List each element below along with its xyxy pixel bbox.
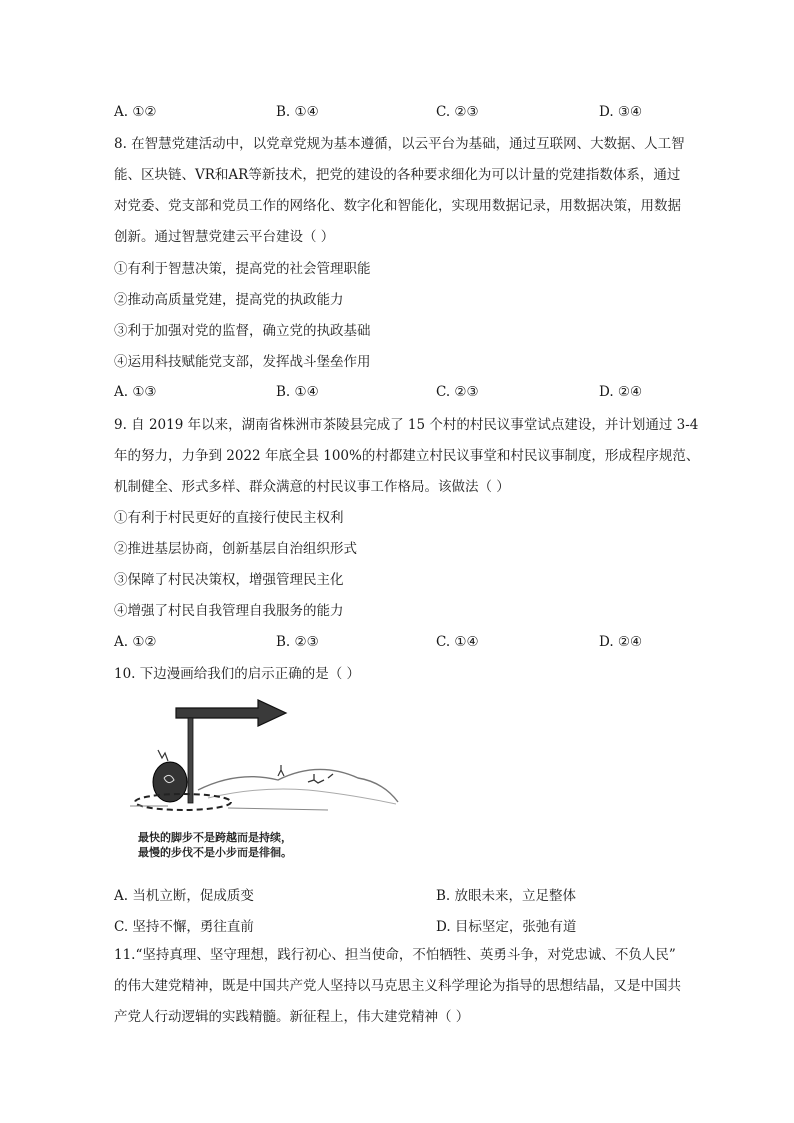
q8-options	[114, 384, 714, 402]
q8-option-d[interactable]: D. ②④	[599, 384, 643, 400]
q8-statement: ①有利于智慧决策，提高党的社会管理职能	[114, 261, 371, 277]
small-figure-one	[278, 765, 284, 776]
worry-marks	[158, 750, 168, 761]
q10-option-a[interactable]: A. 当机立断，促成质变	[114, 888, 254, 904]
caption-line: 最快的脚步不是跨越而是持续，	[138, 831, 292, 844]
q11-stem-line: 11.“坚持真理、坚守理想，践行初心、担当使命，不怕牺牲、英勇斗争，对党忠诚、不负人民”	[114, 947, 676, 963]
q8-option-a[interactable]: A. ①③	[114, 384, 157, 400]
q10-options-row-2	[114, 915, 714, 933]
cartoon-illustration	[128, 690, 408, 870]
q9-statement: ④增强了村民自我管理自我服务的能力	[114, 603, 344, 619]
q7-options	[114, 104, 714, 122]
q8-statement: ③利于加强对党的监督，确立党的执政基础	[114, 323, 371, 339]
q9-option-a[interactable]: A. ①②	[114, 634, 157, 650]
q9-option-b[interactable]: B. ②③	[276, 634, 319, 650]
q9-option-d[interactable]: D. ②④	[599, 634, 643, 650]
q8-option-b[interactable]: B. ①④	[276, 384, 319, 400]
q11-stem-line: 的伟大建党精神，既是中国共产党人坚持以马克思主义科学理论为指导的思想结晶，又是中国共	[114, 978, 681, 994]
q8-stem-line: 8. 在智慧党建活动中，以党章党规为基本遵循，以云平台为基础，通过互联网、大数据、人工智	[114, 136, 685, 152]
q8-statement: ②推动高质量党建，提高党的执政能力	[114, 292, 344, 308]
q8-stem-line: 对党委、党支部和党员工作的网络化、数字化和智能化，实现用数据记录，用数据决策，用数据	[114, 198, 681, 214]
q9-options	[114, 634, 714, 652]
q10-option-d[interactable]: D. 目标坚定，张弛有道	[436, 919, 577, 935]
q9-stem-line: 机制健全、形式多样、群众满意的村民议事工作格局。该做法（ ）	[114, 479, 510, 495]
q8-stem-line: 创新。通过智慧党建云平台建设（ ）	[114, 229, 335, 245]
q7-option-d[interactable]: D. ③④	[599, 104, 643, 120]
hill-shading	[208, 789, 396, 804]
cartoon-caption	[138, 830, 292, 860]
q10-option-c[interactable]: C. 坚持不懈，勇往直前	[114, 919, 254, 935]
circular-track	[135, 794, 231, 810]
q10-stem: 10. 下边漫画给我们的启示正确的是（ ）	[114, 666, 361, 682]
signpost-pole	[188, 718, 193, 803]
q9-statement: ①有利于村民更好的直接行使民主权利	[114, 510, 344, 526]
q9-statement: ③保障了村民决策权，增强管理民主化	[114, 572, 344, 588]
q9-stem-line: 年的努力，力争到 2022 年底全县 100%的村都建立村民议事堂和村民议事制度，形成程序规范、	[114, 448, 700, 464]
caption-line: 最慢的步伐不是小步而是徘徊。	[138, 846, 292, 859]
q9-option-c[interactable]: C. ①④	[436, 634, 479, 650]
q8-option-c[interactable]: C. ②③	[436, 384, 479, 400]
q9-stem-line: 9. 自 2019 年以来，湖南省株洲市茶陵县完成了 15 个村的村民议事堂试点建设，并计划通过 3-4	[114, 417, 699, 433]
q7-option-c[interactable]: C. ②③	[436, 104, 479, 120]
q9-statement: ②推进基层协商，创新基层自治组织形式	[114, 541, 357, 557]
small-figure-two	[308, 774, 333, 783]
q11-stem-line: 产党人行动逻辑的实践精髓。新征程上，伟大建党精神（ ）	[114, 1009, 470, 1025]
q7-option-b[interactable]: B. ①④	[276, 104, 319, 120]
q8-statement: ④运用科技赋能党支部，发挥战斗堡垒作用	[114, 354, 371, 370]
q10-options-row-1	[114, 884, 714, 902]
q7-option-a[interactable]: A. ①②	[114, 104, 157, 120]
hill-outline	[198, 769, 398, 802]
q8-stem-line: 能、区块链、VR和AR等新技术，把党的建设的各种要求细化为可以计量的党建指数体系，通过	[114, 167, 681, 183]
q10-option-b[interactable]: B. 放眼未来，立足整体	[436, 888, 577, 904]
